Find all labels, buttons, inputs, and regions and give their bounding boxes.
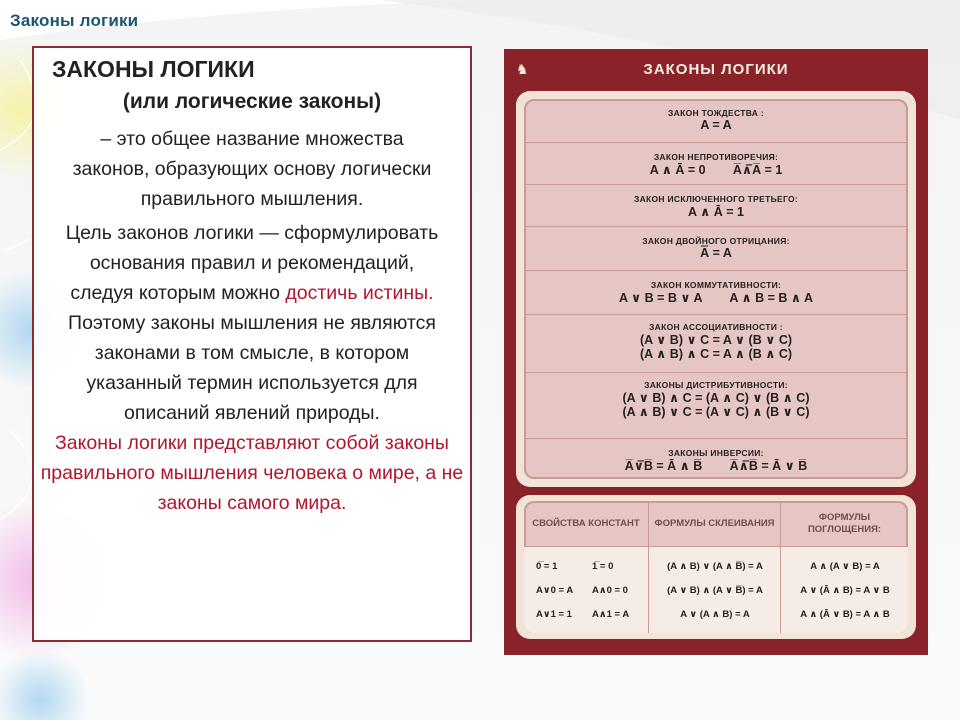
formula-cell: A∧1 = A [592, 609, 630, 620]
law-formula: (A ∨ B) ∧ C = (A ∧ C) ∨ (B ∧ C) [622, 391, 810, 405]
property-column [780, 501, 908, 633]
property-column [524, 501, 648, 633]
law-row [524, 227, 908, 271]
formula-cell: A∧0 = 0 [592, 585, 628, 596]
law-formula: (A ∧ B) ∨ C = (A ∨ C) ∧ (B ∨ C) [622, 405, 810, 419]
nature-paragraph: Поэтому законы мышления не являются законами в том смысле, в котором указанный термин используется для описаний явлений природы. [68, 312, 436, 424]
formula-cell: (A ∧ B) ∨ (A ∧ B̅) = A [667, 561, 763, 572]
textbox-heading: ЗАКОНЫ ЛОГИКИ [52, 56, 255, 82]
properties-table [524, 501, 908, 633]
law-row [524, 185, 908, 227]
law-name: ЗАКОН ДВОЙНОГО ОТРИЦАНИЯ: [642, 236, 790, 246]
formula-cell: (A ∨ B) ∧ (A ∨ B̅) = A [667, 585, 763, 596]
column-header: СВОЙСТВА КОНСТАНТ [524, 501, 648, 547]
formula-cell: A ∨ (A ∧ B) = A [680, 609, 750, 620]
goal-paragraph [34, 218, 470, 308]
law-name: ЗАКОН ТОЖДЕСТВА : [668, 108, 764, 118]
law-formula: A ∨ B = B ∨ A A ∧ B = B ∧ A [618, 291, 814, 305]
law-row [524, 439, 908, 479]
poster-title: ЗАКОНЫ ЛОГИКИ [643, 61, 789, 78]
law-name: ЗАКОН НЕПРОТИВОРЕЧИЯ: [653, 152, 779, 162]
formula-cell: A∨1 = 1 [536, 609, 572, 620]
law-formula: A̅∨̅B̅ = Ā ∧ B̅ A̅∧̅B̅ = Ā ∨ B̅ [624, 459, 808, 473]
law-formula: (A ∧ B) ∧ C = A ∧ (B ∧ C) [639, 347, 793, 361]
property-column [648, 501, 780, 633]
goal-highlight: достичь истины. [285, 282, 434, 304]
slide-title: Законы логики [10, 11, 139, 30]
formula-cell: 0̅ = 1 [536, 561, 558, 572]
law-row [524, 271, 908, 315]
formula-cell: A∨0 = A [536, 585, 574, 596]
law-formula: (A ∨ B) ∨ C = A ∨ (B ∨ C) [639, 333, 793, 347]
goal-text: Цель законов логики — сформулировать основания правил и рекомендаций, следуя которым можно [65, 222, 439, 304]
definition-textbox [32, 46, 472, 642]
law-formula: A = A [700, 118, 732, 132]
law-name: ЗАКОН ИСКЛЮЧЕННОГО ТРЕТЬЕГО: [633, 194, 799, 204]
definition-paragraph: – это общее название множества законов, образующих основу логически правильного мышления. [72, 128, 432, 210]
law-name: ЗАКОНЫ ИНВЕРСИИ: [668, 448, 764, 458]
formula-cell: 1̅ = 0 [592, 561, 614, 572]
column-body [649, 547, 780, 633]
conclusion-paragraph: Законы логики представляют собой законы правильного мышления человека о мире, а не законы самого мира. [40, 432, 464, 514]
law-row [524, 143, 908, 185]
formula-cell: A ∧ (A ∨ B) = A [810, 561, 880, 572]
column-body [524, 547, 648, 633]
formula-cell: A ∨ (Ā ∧ B) = A ∨ B [800, 585, 890, 596]
column-body [781, 547, 908, 633]
law-name: ЗАКОН АССОЦИАТИВНОСТИ : [649, 322, 783, 332]
law-formula: A ∧ Ā = 0 A̅∧̅A̅ = 1 [649, 163, 783, 177]
laws-panel [516, 91, 916, 487]
logic-laws-poster [504, 49, 928, 655]
poster-logo-icon: ♞ [516, 61, 529, 77]
properties-panel [516, 495, 916, 639]
law-formula: A̿ = A [700, 246, 732, 260]
textbox-subheading: (или логические законы) [122, 90, 382, 113]
law-name: ЗАКОНЫ ДИСТРИБУТИВНОСТИ: [644, 380, 788, 390]
column-header: ФОРМУЛЫ СКЛЕИВАНИЯ [649, 501, 780, 547]
laws-list [524, 99, 908, 479]
column-header: ФОРМУЛЫ ПОГЛОЩЕНИЯ: [781, 501, 908, 547]
law-formula: A ∧ Ā = 1 [688, 205, 744, 219]
law-name: ЗАКОН КОММУТАТИВНОСТИ: [650, 280, 782, 290]
law-row [524, 99, 908, 143]
formula-cell: A ∧ (Ā ∨ B) = A ∧ B [800, 609, 890, 620]
law-row [524, 315, 908, 373]
law-row [524, 373, 908, 439]
textbox-body [34, 124, 470, 518]
